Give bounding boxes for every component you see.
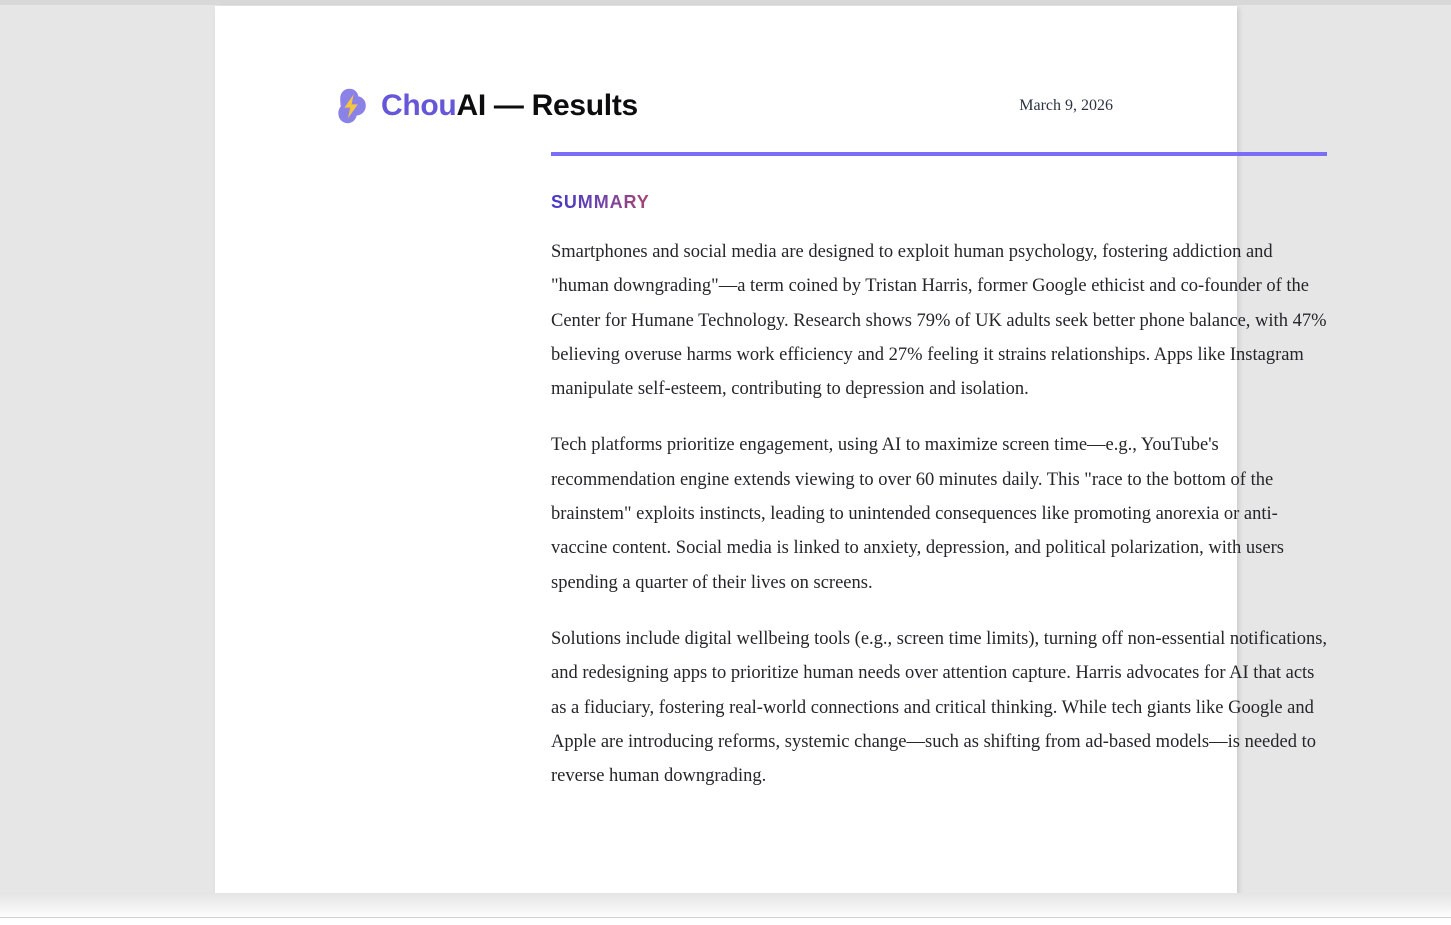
brand-rest-text: AI — Results xyxy=(456,89,638,122)
lightning-bolt-icon xyxy=(336,88,367,124)
summary-paragraph-1: Smartphones and social media are designed to exploit human psychology, fostering addiction and "human downgrading"—a term coined by Tristan Harris, former Google ethicist and co-founder of the Center for Humane Technology. Research shows 79% of UK adults seek better phone balance, with 47% believing overuse harms work efficiency and 27% feeling it strains relationships. Apps like Instagram manipulate self-esteem, contributing to depression and isolation. xyxy=(551,242,1327,400)
document-page xyxy=(215,6,1328,893)
document-date: March 9, 2026 xyxy=(1019,97,1113,114)
bottom-divider xyxy=(0,917,1451,918)
document-body xyxy=(551,192,1331,793)
summary-paragraph-2: Tech platforms prioritize engagement, using AI to maximize screen time—e.g., YouTube's recommendation engine extends viewing to over 60 minutes daily. This "race to the bottom of the brainstem" exploits instincts, leading to unintended consequences like promoting anorexia or anti-vaccine content. Social media is linked to anxiety, depression, and political polarization, with users spending a quarter of their lives on screens. xyxy=(551,435,1284,593)
section-heading-summary: SUMMARY xyxy=(551,192,650,212)
page-title xyxy=(381,91,638,121)
brand-group xyxy=(336,88,638,124)
brand-accent-text: Chou xyxy=(381,89,457,122)
header-divider xyxy=(551,152,1327,156)
summary-paragraph-3: Solutions include digital wellbeing tools (e.g., screen time limits), turning off non-essential notifications, and redesigning apps to prioritize human needs over attention capture. Harris advocates for AI that acts as a fiduciary, fostering real-world connections and critical thinking. While tech giants like Google and Apple are introducing reforms, systemic change—such as shifting from ad-based models—is needed to reverse human downgrading. xyxy=(551,628,1328,787)
top-chrome-strip xyxy=(0,0,1451,5)
bottom-chrome-band xyxy=(0,893,1451,925)
document-header xyxy=(336,88,1113,124)
